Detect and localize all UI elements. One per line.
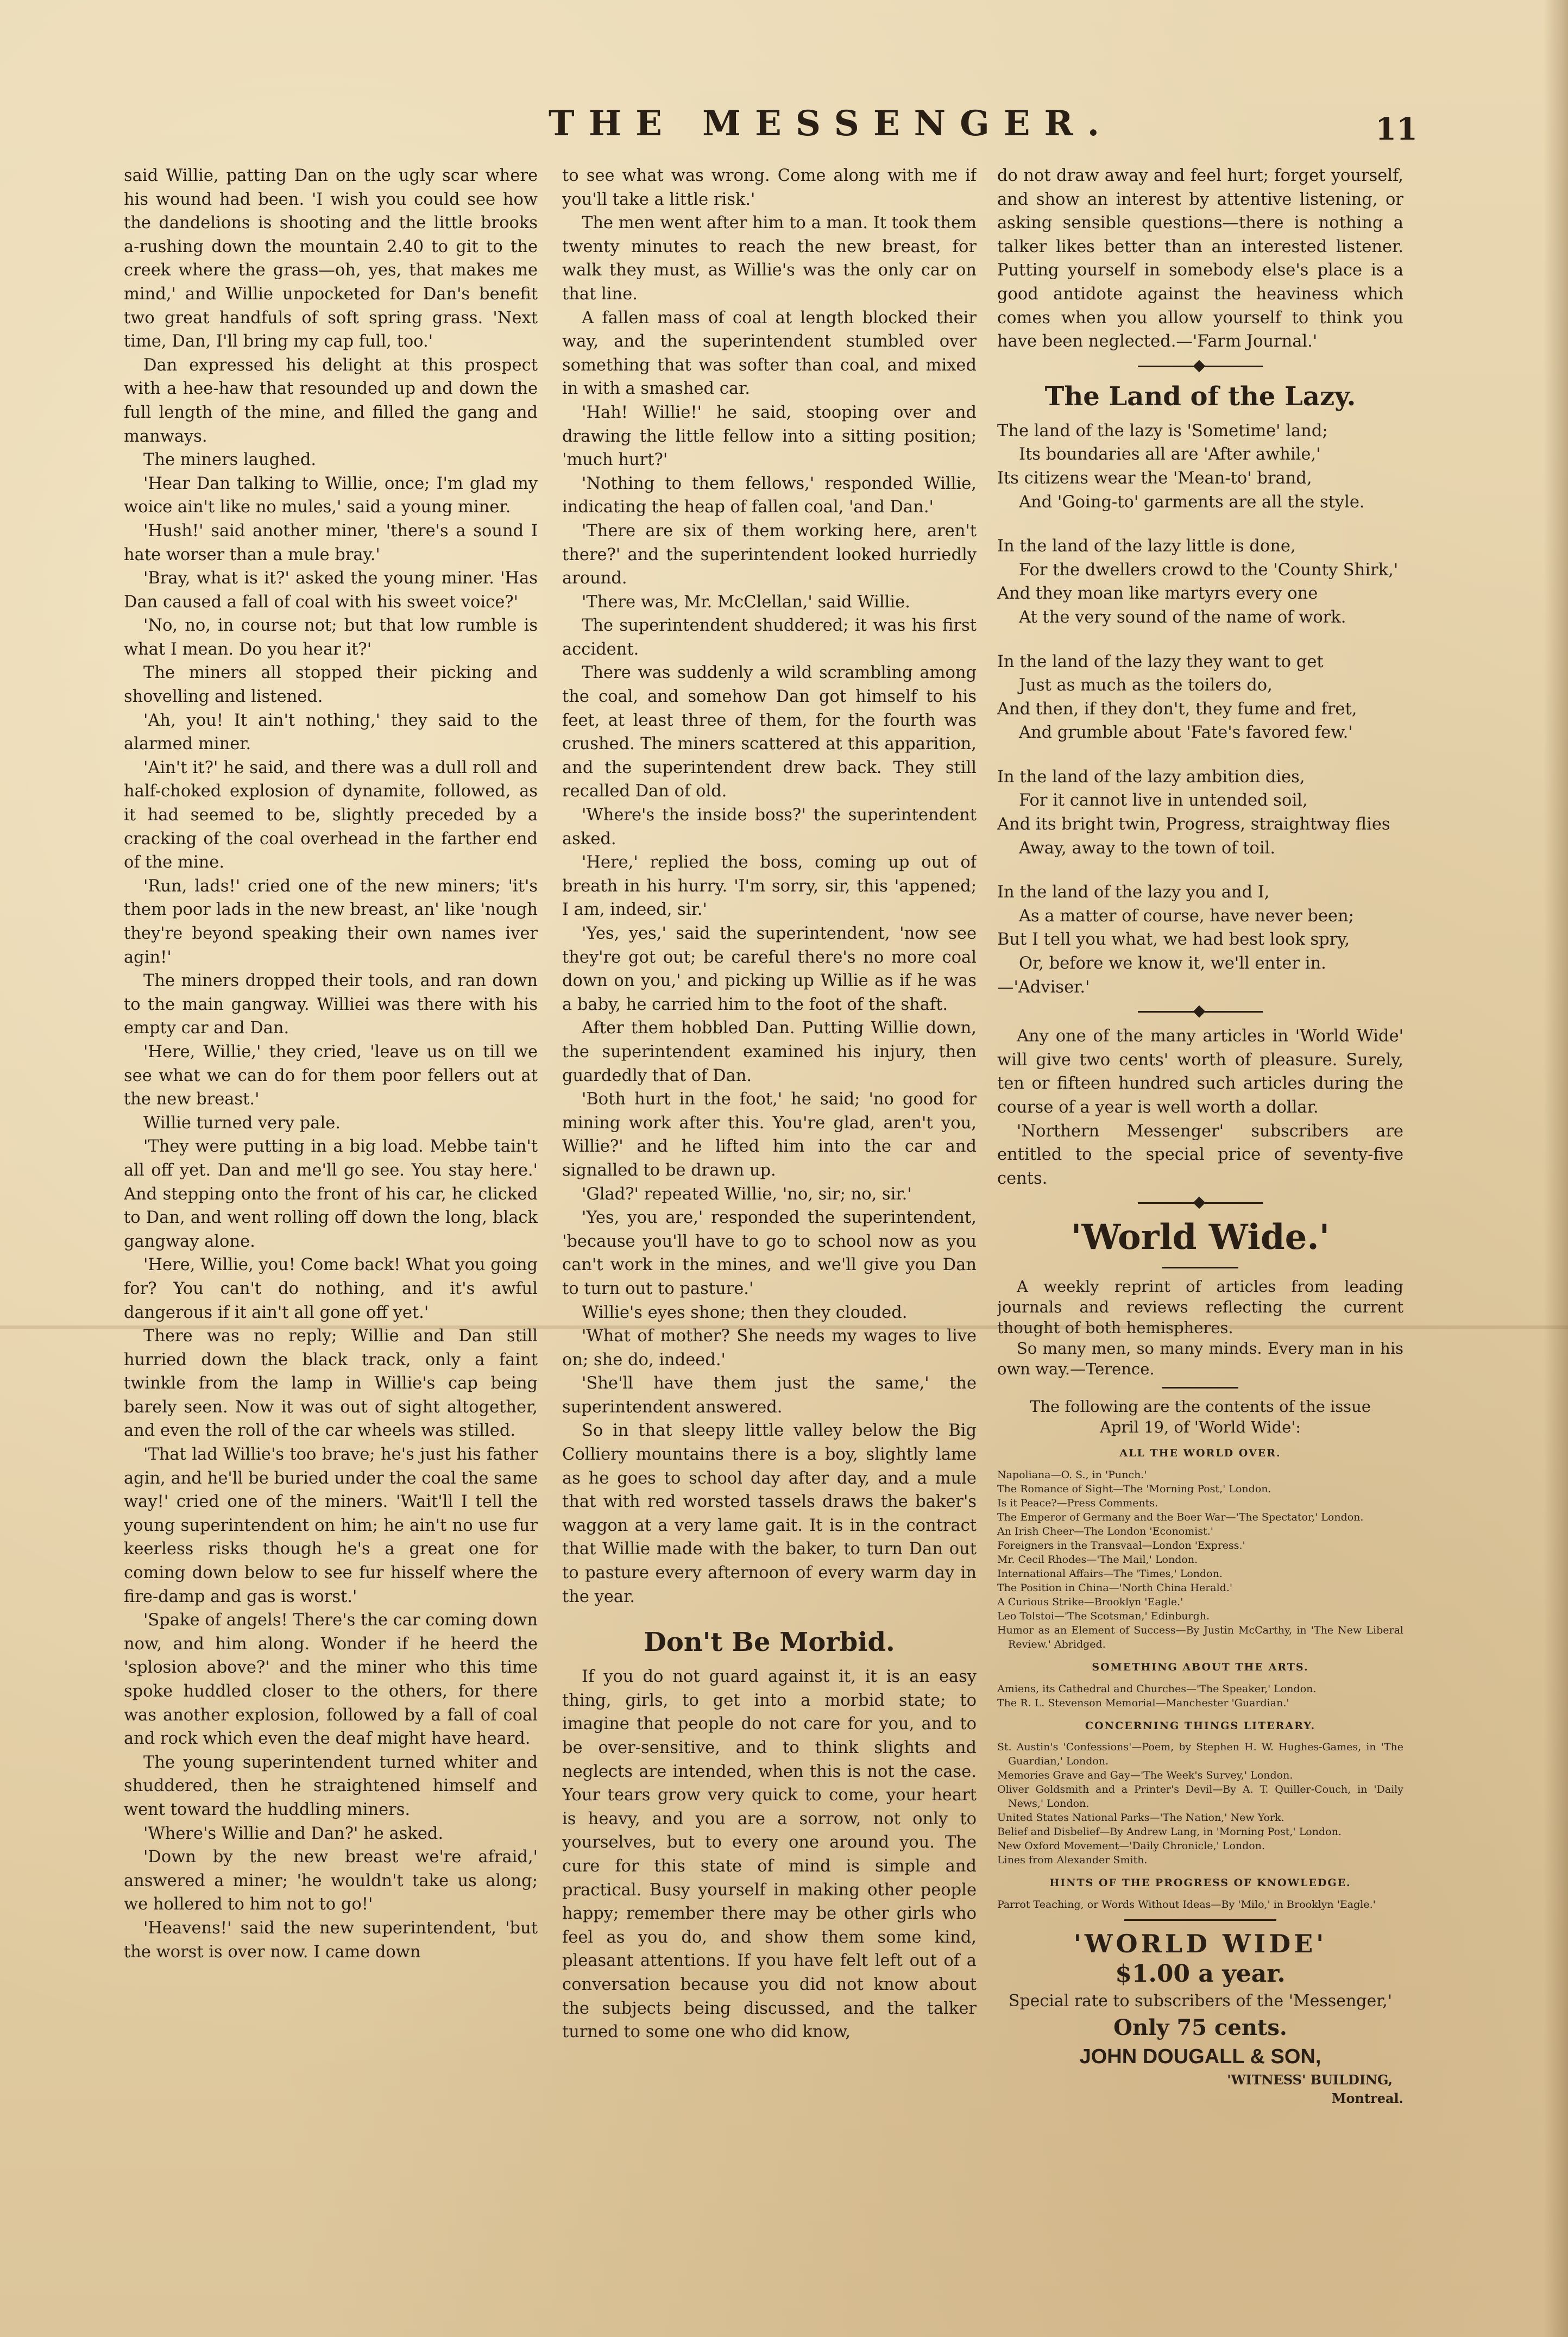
- poem-line: And 'Going-to' garments are all the style.: [1019, 492, 1365, 512]
- story-continued: [562, 164, 977, 1609]
- poem-line: And then, if they don't, they fume and fret,: [997, 699, 1357, 719]
- contents-item: Belief and Disbelief—By Andrew Lang, in 'Morning Post,' London.: [997, 1826, 1342, 1838]
- world-wide-description: [997, 1276, 1403, 1379]
- paragraph: The miners all stopped their picking and shovelling and listened.: [124, 663, 538, 707]
- poem-land-of-the-lazy: [997, 419, 1403, 976]
- paragraph: 'They were putting in a big load. Mebbe tain't all off yet. Dan and me'll go see. You stay here.' And stepping onto the front of his car, he clicked to Dan, and went rolling off down the long, black gangway alone.: [124, 1137, 538, 1251]
- poem-line: Just as much as the toilers do,: [1019, 676, 1273, 695]
- paragraph: 'Nothing to them fellows,' responded Willie, indicating the heap of fallen coal, 'and Dan.': [562, 474, 977, 517]
- world-wide-motto: So many men, so many minds. Every man in his own way.—Terence.: [997, 1339, 1403, 1379]
- paragraph: The superintendent shuddered; it was his first accident.: [562, 616, 977, 659]
- paragraph: 'Yes, yes,' said the superintendent, 'now see they're got out; be careful there's no more coal down on you,' and picking up Willie as if he was a baby, he carried him to the foot of the shaft.: [562, 924, 977, 1014]
- poem-line: Away, away to the town of toil.: [1019, 838, 1276, 858]
- contents-list-4: [997, 1898, 1403, 1912]
- heading-dont-be-morbid: Don't Be Morbid.: [644, 1627, 895, 1658]
- short-rule: [1124, 1919, 1276, 1921]
- masthead: THE MESSENGER.: [549, 103, 1113, 144]
- paragraph: 'There are six of them working here, aren't there?' and the superintendent looked hurriedly around.: [562, 521, 977, 588]
- page-number: 11: [1375, 111, 1418, 147]
- poem-stanza: [997, 650, 1403, 745]
- contents-item: Mr. Cecil Rhodes—'The Mail,' London.: [997, 1553, 1198, 1566]
- contents-item: Amiens, its Cathedral and Churches—'The Speaker,' London.: [997, 1682, 1317, 1695]
- paragraph: So in that sleepy little valley below the Big Colliery mountains there is a boy, slightly lame as he goes to school day after day, and a mule that with red worsted tassels draws the baker's waggon at a very lame gait. It is in the contract that Willie made with the baker, to turn Dan out to pasture every afternoon of every warm day in the year.: [562, 1421, 977, 1606]
- poem-line: And they moan like martyrs every one: [997, 584, 1318, 604]
- paragraph: A fallen mass of coal at length blocked their way, and the superintendent stumbled over something that was softer than coal, and mixed in with a smashed car.: [562, 308, 977, 399]
- paragraph: 'Where's Willie and Dan?' he asked.: [143, 1824, 444, 1843]
- poem-line: And grumble about 'Fate's favored few.': [1019, 723, 1353, 743]
- paragraph: The miners laughed.: [143, 450, 317, 470]
- poem-line: In the land of the lazy you and I,: [997, 883, 1270, 902]
- poem-line: In the land of the lazy little is done,: [997, 537, 1296, 556]
- poem-stanza: [997, 765, 1403, 860]
- notice-paragraph-1: Any one of the many articles in 'World Wide' will give two cents' worth of pleasure. Surely, ten or fifteen hundred such articles during the course of a year is well worth a dollar.: [997, 1027, 1403, 1117]
- poem-line: Its citizens wear the 'Mean-to' brand,: [997, 468, 1312, 488]
- ad-title: 'WORLD WIDE': [1073, 1928, 1327, 1958]
- paragraph: There was suddenly a wild scrambling among the coal, and somehow Dan got himself to his feet, at least three of them, for the fourth was crushed. The miners scattered at this apparition, and the superintendent drew back. They still recalled Dan of old.: [562, 663, 977, 801]
- ornamental-rule: [1138, 366, 1263, 367]
- paragraph: to see what was wrong. Come along with me if you'll take a little risk.': [562, 166, 977, 209]
- column-3: [997, 164, 1403, 2207]
- contents-item: Foreigners in the Transvaal—London 'Express.': [997, 1539, 1245, 1551]
- paragraph: 'Hush!' said another miner, 'there's a sound I hate worser than a mule bray.': [124, 521, 538, 564]
- paragraph: 'Ain't it?' he said, and there was a dull roll and half-choked explosion of dynamite, followed, as it had seemed to be, slightly preceded by a cracking of the coal overhead in the farther end of the mine.: [124, 758, 538, 872]
- contents-item: Is it Peace?—Press Comments.: [997, 1497, 1158, 1509]
- paragraph: 'Down by the new breast we're afraid,' answered a miner; 'he wouldn't take us along; we hollered to him not to go!': [124, 1848, 538, 1914]
- paragraph: Willie's eyes shone; then they clouded.: [582, 1303, 908, 1322]
- paragraph: 'Both hurt in the foot,' he said; 'no good for mining work after this. You're glad, aren't you, Willie?' and he lifted him into the car and signalled to be drawn up.: [562, 1090, 977, 1180]
- ornamental-rule: [1138, 1011, 1263, 1013]
- world-wide-intro: A weekly reprint of articles from leading journals and reviews reflecting the current thought of both hemispheres.: [997, 1277, 1403, 1337]
- contents-item: The Position in China—'North China Herald.': [997, 1581, 1233, 1594]
- poem-line: And its bright twin, Progress, straightway flies: [997, 815, 1390, 834]
- paragraph: 'What of mother? She needs my wages to live on; she do, indeed.': [562, 1327, 977, 1369]
- paragraph: 'Hah! Willie!' he said, stooping over and drawing the little fellow into a sitting position; 'much hurt?': [562, 403, 977, 470]
- poem-credit: —'Adviser.': [997, 977, 1090, 997]
- poem-line: For it cannot live in untended soil,: [1019, 791, 1308, 811]
- contents-list-2: [997, 1682, 1403, 1710]
- contents-item: An Irish Cheer—The London 'Economist.': [997, 1525, 1213, 1537]
- paragraph: said Willie, patting Dan on the ugly scar where his wound had been. 'I wish you could see how the dandelions is shooting and the little brooks a-rushing down the mountain 2.40 to git to the creek where the grass—oh, yes, that makes me mind,' and Willie unpocketed for Dan's benefit two great handfuls of soft spring grass. 'Next time, Dan, I'll bring my cap full, too.': [124, 166, 538, 351]
- contents-item: The R. L. Stevenson Memorial—Manchester 'Guardian.': [997, 1697, 1289, 1709]
- contents-item: Napoliana—O. S., in 'Punch.': [997, 1468, 1147, 1481]
- paragraph: There was no reply; Willie and Dan still hurried down the black track, only a faint twinkle from the lamp in Willie's cap being barely seen. Now it was out of sight altogether, and even the roll of the car wheels was stilled.: [124, 1327, 538, 1441]
- world-wide-advertisement: [997, 1928, 1403, 2108]
- paragraph: 'Hear Dan talking to Willie, once; I'm glad my woice ain't like no mules,' said a young miner.: [124, 474, 538, 517]
- contents-item: The Romance of Sight—The 'Morning Post,' London.: [997, 1482, 1271, 1495]
- contents-intro: The following are the contents of the issue April 19, of 'World Wide':: [1029, 1397, 1371, 1437]
- paragraph: 'There was, Mr. McClellan,' said Willie.: [582, 592, 910, 612]
- section-literary: CONCERNING THINGS LITERARY.: [1085, 1719, 1316, 1732]
- poem-line: At the very sound of the name of work.: [1019, 607, 1346, 627]
- contents-item: Oliver Goldsmith and a Printer's Devil—By A. T. Quiller-Couch, in 'Daily News,' London.: [997, 1783, 1403, 1810]
- contents-item: United States National Parks—'The Nation,' New York.: [997, 1812, 1284, 1824]
- paragraph: 'Heavens!' said the new superintendent, 'but the worst is over now. I came down: [124, 1918, 538, 1962]
- ad-building: 'WITNESS' BUILDING,: [1227, 2071, 1393, 2088]
- ad-price: $1.00 a year.: [1115, 1959, 1286, 1988]
- contents-list-3: [997, 1740, 1403, 1867]
- paragraph: Willie turned very pale.: [143, 1113, 341, 1133]
- paragraph: 'She'll have them just the same,' the superintendent answered.: [562, 1374, 977, 1417]
- paragraph: 'Where's the inside boss?' the superintendent asked.: [562, 806, 977, 849]
- poem-line: Or, before we know it, we'll enter in.: [1019, 954, 1326, 973]
- paragraph: Dan expressed his delight at this prospect with a hee-haw that resounded up and down the full length of the mine, and filled the gang and manways.: [124, 355, 538, 446]
- poem-stanza: [997, 419, 1403, 514]
- paragraph: 'Here, Willie,' they cried, 'leave us on till we see what we can do for them poor fellers out at the new breast.': [124, 1042, 538, 1109]
- heading-land-of-the-lazy: The Land of the Lazy.: [1044, 381, 1356, 412]
- column-2: [562, 164, 977, 2207]
- column-1: [124, 164, 538, 2207]
- paragraph: The men went after him to a man. It took them twenty minutes to reach the new breast, for walk they must, as Willie's was the only car on that line.: [562, 213, 977, 304]
- article-dont-be-morbid: If you do not guard against it, it is an easy thing, girls, to get into a morbid state; to imagine that people do not care for you, and to be over-sensitive, and to think slights and neglects are intended, when this is not the case. Your tears grow very quick to come, your heart is heavy, and you are a sorrow, not only to yourselves, but to every one around you. The cure for this state of mind is simple and practical. Busy yourself in making other people happy; remember there may be other girls who feel as you do, and show them some kind, pleasant attentions. If you have felt left out of a conversation because you did not know about the subjects being discussed, and the talker turned to some one who did know,: [562, 1667, 977, 2042]
- contents-item: Parrot Teaching, or Words Without Ideas—By 'Milo,' in Brooklyn 'Eagle.': [997, 1898, 1376, 1911]
- poem-line: As a matter of course, have never been;: [1019, 906, 1354, 926]
- section-arts: SOMETHING ABOUT THE ARTS.: [1092, 1661, 1309, 1673]
- paragraph: 'Run, lads!' cried one of the new miners; 'it's them poor lads in the new breast, an' like 'nough they're beyond speaking their own names iver agin!': [124, 876, 538, 967]
- section-knowledge: HINTS OF THE PROGRESS OF KNOWLEDGE.: [1049, 1877, 1351, 1889]
- ad-city: Montreal.: [1331, 2090, 1403, 2106]
- contents-list-1: [997, 1468, 1403, 1651]
- paragraph: 'That lad Willie's too brave; he's just his father agin, and he'll be buried under the coal the same way!' cried one of the miners. 'Wait'll I tell the young superintendent on him; he ain't no use fur keerless risks though he's a great one for coming down below to see fur hisself where the fire-damp and gas is worst.': [124, 1445, 538, 1606]
- paragraph: 'Here, Willie, you! Come back! What you going for? You can't do nothing, and it's awful dangerous if it ain't all gone off yet.': [124, 1255, 538, 1322]
- notice-paragraph-2: 'Northern Messenger' subscribers are entitled to the special price of seventy-five cents.: [997, 1121, 1403, 1188]
- paragraph: The miners dropped their tools, and ran down to the main gangway. Williei was there with his empty car and Dan.: [124, 971, 538, 1038]
- contents-item: Leo Tolstoi—'The Scotsman,' Edinburgh.: [997, 1610, 1210, 1622]
- contents-item: The Emperor of Germany and the Boer War—'The Spectator,' London.: [997, 1511, 1364, 1523]
- contents-item: A Curious Strike—Brooklyn 'Eagle.': [997, 1595, 1183, 1608]
- contents-item: New Oxford Movement—'Daily Chronicle,' London.: [997, 1840, 1265, 1852]
- paragraph: 'Bray, what is it?' asked the young miner. 'Has Dan caused a fall of coal with his sweet voice?': [124, 569, 538, 612]
- contents-item: Memories Grave and Gay—'The Week's Survey,' London.: [997, 1769, 1293, 1782]
- article-dont-be-morbid-continued: do not draw away and feel hurt; forget yourself, and show an interest by attentive listening, or asking sensible questions—there is nothing a talker likes better than an interested listener. Putting yourself in somebody else's place is a good antidote against the heaviness which comes when you allow yourself to think you have been neglected.—'Farm Journal.': [997, 166, 1403, 351]
- contents-item: St. Austin's 'Confessions'—Poem, by Stephen H. W. Hughes-Games, in 'The Guardian,' London.: [997, 1741, 1403, 1768]
- paragraph: 'Spake of angels! There's the car coming down now, and him along. Wonder if he heerd the 'splosion above?' and the miner who this time spoke huddled closer to the others, for there was another explosion, followed by a fall of coal and rock which even the deaf might have heard.: [124, 1611, 538, 1749]
- paragraph: 'Ah, you! It ain't nothing,' they said to the alarmed miner.: [124, 711, 538, 754]
- poem-stanza: [997, 881, 1403, 975]
- paragraph: After them hobbled Dan. Putting Willie down, the superintendent examined his injury, then guardedly that of Dan.: [562, 1019, 977, 1085]
- paragraph: 'No, no, in course not; but that low rumble is what I mean. Do you hear it?': [124, 616, 538, 659]
- ornamental-rule: [1138, 1202, 1263, 1204]
- contents-item: Lines from Alexander Smith.: [997, 1854, 1148, 1867]
- contents-item: Humor as an Element of Success—By Justin McCarthy, in 'The New Liberal Review.' Abridged.: [997, 1624, 1403, 1650]
- poem-line: But I tell you what, we had best look spry,: [997, 930, 1350, 950]
- paragraph: 'Glad?' repeated Willie, 'no, sir; no, sir.': [582, 1184, 912, 1204]
- poem-line: The land of the lazy is 'Sometime' land;: [997, 421, 1328, 441]
- paragraph: The young superintendent turned whiter and shuddered, then he straightened himself and went toward the huddling miners.: [124, 1752, 538, 1819]
- page-edge-shadow: [1544, 0, 1568, 2337]
- poem-stanza: [997, 535, 1403, 629]
- poem-line: In the land of the lazy they want to get: [997, 652, 1324, 671]
- ad-publisher: JOHN DOUGALL & SON,: [1079, 2045, 1321, 2068]
- section-all-the-world-over: ALL THE WORLD OVER.: [1119, 1447, 1281, 1460]
- ad-special-rate: Special rate to subscribers of the 'Messenger,': [1008, 1991, 1393, 2011]
- short-rule: [1162, 1267, 1238, 1268]
- heading-world-wide: 'World Wide.': [1070, 1217, 1330, 1258]
- ad-only: Only 75 cents.: [1113, 2014, 1287, 2040]
- poem-line: For the dwellers crowd to the 'County Shirk,': [1019, 560, 1399, 580]
- poem-line: Its boundaries all are 'After awhile,': [1019, 445, 1321, 464]
- paragraph: 'Yes, you are,' responded the superintendent, 'because you'll have to go to school now as you can't work in the mines, and we'll give you Dan to turn out to pasture.': [562, 1208, 977, 1298]
- poem-line: In the land of the lazy ambition dies,: [997, 767, 1305, 787]
- paragraph: 'Here,' replied the boss, coming up out of breath in his hurry. 'I'm sorry, sir, this 'appened; I am, indeed, sir.': [562, 853, 977, 920]
- contents-item: International Affairs—The 'Times,' London.: [997, 1567, 1223, 1580]
- short-rule: [1162, 1387, 1238, 1389]
